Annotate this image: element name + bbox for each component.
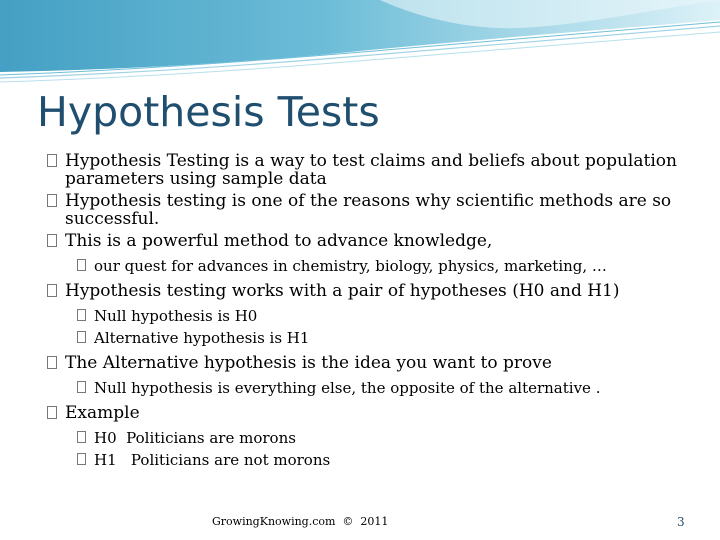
list-item-text: The Alternative hypothesis is the idea you want to prove (65, 353, 552, 373)
list-item-text: Alternative hypothesis is H1 (94, 329, 310, 347)
list-item (47, 354, 697, 372)
hollow-square-bullet-icon (47, 154, 57, 167)
list-item (47, 307, 697, 325)
list-item-text: Hypothesis testing is one of the reasons why scientific methods are so successful. (65, 191, 672, 229)
list-item-text: Example (65, 403, 140, 423)
list-item-text: our quest for advances in chemistry, biology, physics, marketing, … (94, 257, 607, 275)
hollow-square-bullet-icon (77, 259, 86, 271)
header-wave-decoration (0, 0, 720, 90)
list-item-text: This is a powerful method to advance knowledge, (65, 231, 493, 251)
bullet-list (47, 152, 697, 473)
list-item-text: Null hypothesis is everything else, the opposite of the alternative . (94, 379, 601, 397)
hollow-square-bullet-icon (47, 194, 57, 207)
list-item (47, 232, 697, 250)
list-item (47, 329, 697, 347)
list-item (47, 192, 697, 228)
hollow-square-bullet-icon (47, 284, 57, 297)
hollow-square-bullet-icon (77, 431, 86, 443)
list-item (47, 257, 697, 275)
list-item-text: H0 Politicians are morons (94, 429, 296, 447)
list-item-text: Hypothesis Testing is a way to test claims and beliefs about population parameters using sample data (65, 151, 677, 189)
slide-title: Hypothesis Tests (37, 88, 380, 136)
list-item (47, 404, 697, 422)
list-item (47, 451, 697, 469)
hollow-square-bullet-icon (77, 453, 86, 465)
page-number: 3 (677, 515, 685, 529)
hollow-square-bullet-icon (47, 406, 57, 419)
hollow-square-bullet-icon (77, 331, 86, 343)
slide-footer: GrowingKnowing.com © 2011 (212, 515, 389, 528)
hollow-square-bullet-icon (47, 356, 57, 369)
hollow-square-bullet-icon (47, 234, 57, 247)
list-item-text: H1 Politicians are not morons (94, 451, 331, 469)
list-item (47, 152, 697, 188)
hollow-square-bullet-icon (77, 309, 86, 321)
list-item-text: Null hypothesis is H0 (94, 307, 258, 325)
list-item (47, 379, 697, 397)
list-item-text: Hypothesis testing works with a pair of hypotheses (H0 and H1) (65, 281, 620, 301)
list-item (47, 429, 697, 447)
list-item (47, 282, 697, 300)
hollow-square-bullet-icon (77, 381, 86, 393)
